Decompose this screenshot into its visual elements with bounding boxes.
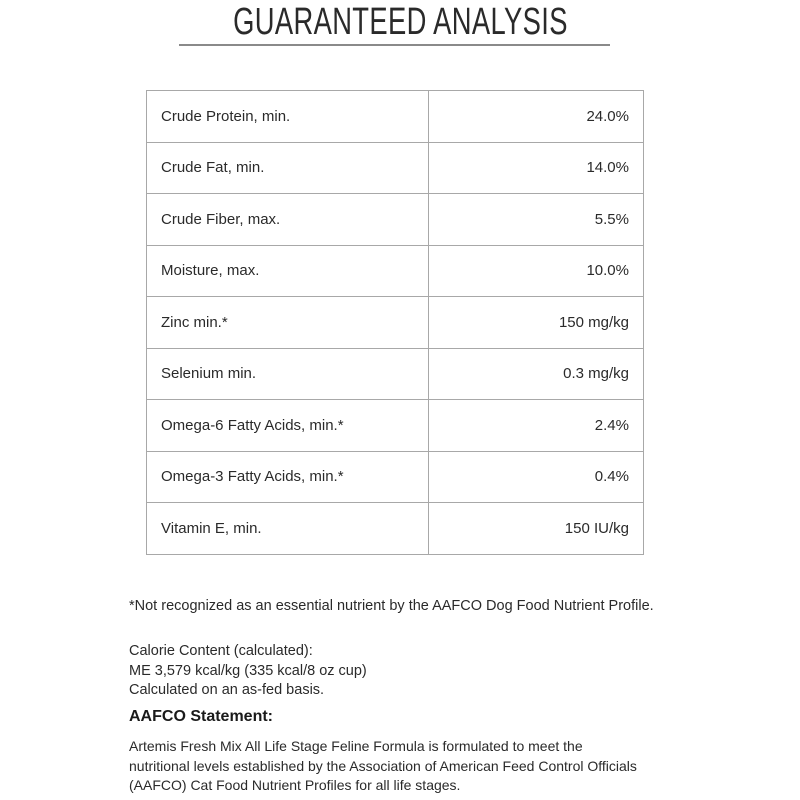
nutrient-value: 24.0% xyxy=(429,91,644,143)
table-row xyxy=(147,400,644,452)
aafco-line: (AAFCO) Cat Food Nutrient Profiles for all life stages. xyxy=(129,777,461,793)
table-row xyxy=(147,348,644,400)
nutrient-name: Crude Fiber, max. xyxy=(147,194,429,246)
nutrient-name: Omega-3 Fatty Acids, min.* xyxy=(147,451,429,503)
calorie-basis: Calculated on an as-fed basis. xyxy=(129,682,325,698)
nutrient-name: Omega-6 Fatty Acids, min.* xyxy=(147,400,429,452)
nutrient-value: 2.4% xyxy=(429,400,644,452)
footnote: *Not recognized as an essential nutrient by the AAFCO Dog Food Nutrient Profile. xyxy=(129,598,654,614)
nutrient-name: Crude Protein, min. xyxy=(147,91,429,143)
nutrient-name: Selenium min. xyxy=(147,348,429,400)
table-row xyxy=(147,503,644,555)
nutrient-value: 150 IU/kg xyxy=(429,503,644,555)
nutrient-value: 5.5% xyxy=(429,194,644,246)
nutrient-name: Moisture, max. xyxy=(147,245,429,297)
page-title xyxy=(0,0,800,44)
calorie-label: Calorie Content (calculated): xyxy=(129,643,313,659)
aafco-line: Artemis Fresh Mix All Life Stage Feline Formula is formulated to meet the xyxy=(129,738,583,754)
table-row xyxy=(147,297,644,349)
title-divider xyxy=(179,44,610,46)
table-row xyxy=(147,194,644,246)
nutrient-name: Vitamin E, min. xyxy=(147,503,429,555)
guaranteed-analysis-table xyxy=(146,90,644,555)
table-row xyxy=(147,91,644,143)
aafco-line: nutritional levels established by the Association of American Feed Control Officials xyxy=(129,757,637,774)
calorie-value: ME 3,579 kcal/kg (335 kcal/8 oz cup) xyxy=(129,662,367,679)
nutrient-value: 0.4% xyxy=(429,451,644,503)
table-row xyxy=(147,451,644,503)
nutrient-name: Zinc min.* xyxy=(147,297,429,349)
nutrient-name: Crude Fat, min. xyxy=(147,142,429,194)
table-row xyxy=(147,245,644,297)
aafco-heading: AAFCO Statement: xyxy=(129,708,274,725)
table-row xyxy=(147,142,644,194)
nutrient-value: 150 mg/kg xyxy=(429,297,644,349)
nutrient-value: 0.3 mg/kg xyxy=(429,348,644,400)
nutrient-value: 10.0% xyxy=(429,245,644,297)
nutrient-value: 14.0% xyxy=(429,142,644,194)
page-title-text: GUARANTEED ANALYSIS xyxy=(232,1,568,43)
